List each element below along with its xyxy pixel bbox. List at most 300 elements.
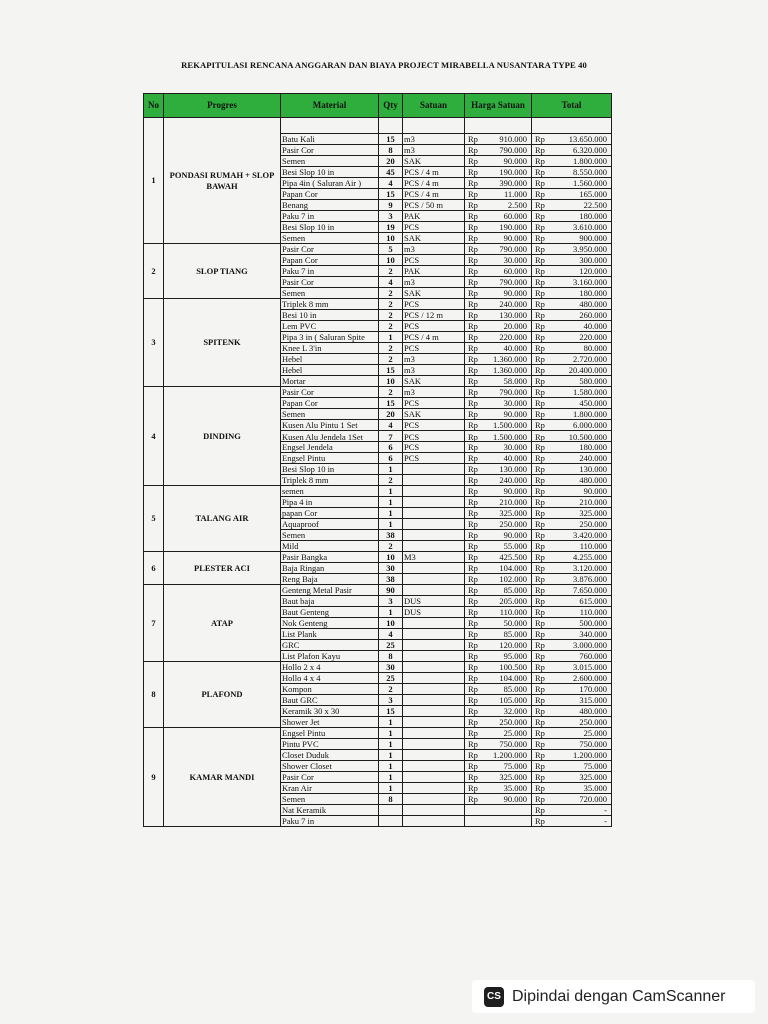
qty-cell: 15 <box>379 398 403 409</box>
section-name: PLESTER ACI <box>164 552 281 585</box>
qty-cell: 8 <box>379 145 403 156</box>
unit-cell: m3 <box>403 244 465 255</box>
unit-price-value: 20.000 <box>503 320 527 331</box>
qty-cell: 10 <box>379 376 403 387</box>
currency-label: Rp <box>535 298 545 309</box>
unit-cell: PCS <box>403 431 465 442</box>
total-value: 75.000 <box>583 760 607 771</box>
currency-label: Rp <box>535 716 545 727</box>
total-value: 500.000 <box>579 617 607 628</box>
currency-label: Rp <box>535 496 545 507</box>
currency-label: Rp <box>535 551 545 562</box>
unit-price-wrap <box>466 542 530 551</box>
currency-label: Rp <box>535 221 545 232</box>
section-number: 6 <box>144 552 164 585</box>
section-name: TALANG AIR <box>164 486 281 552</box>
total-cell <box>532 475 612 486</box>
total-cell <box>532 761 612 772</box>
total-cell <box>532 200 612 211</box>
currency-label: Rp <box>468 342 478 353</box>
unit-price-wrap <box>466 300 530 309</box>
unit-price-value: 790.000 <box>499 243 527 254</box>
header-harga-satuan: Harga Satuan <box>465 94 532 118</box>
unit-cell <box>403 673 465 684</box>
total-value: 260.000 <box>579 309 607 320</box>
material-cell: Semen <box>281 794 379 805</box>
currency-label: Rp <box>535 265 545 276</box>
total-cell <box>532 497 612 508</box>
total-cell <box>532 552 612 563</box>
unit-price-cell <box>465 695 532 706</box>
currency-label: Rp <box>468 738 478 749</box>
table-row-spacer <box>144 118 612 134</box>
currency-label: Rp <box>468 694 478 705</box>
total-value: 6.000.000 <box>573 419 607 430</box>
budget-table <box>143 93 612 827</box>
unit-price-cell <box>465 453 532 464</box>
material-cell: Pasir Cor <box>281 145 379 156</box>
currency-label: Rp <box>468 584 478 595</box>
total-cell <box>532 739 612 750</box>
unit-price-wrap <box>466 718 530 727</box>
header-no: No <box>144 94 164 118</box>
unit-price-cell <box>465 156 532 167</box>
total-cell <box>532 442 612 453</box>
qty-cell: 38 <box>379 574 403 585</box>
qty-cell: 15 <box>379 189 403 200</box>
unit-price-value: 30.000 <box>503 441 527 452</box>
currency-label: Rp <box>535 364 545 375</box>
unit-price-cell <box>465 629 532 640</box>
material-cell: Shower Jet <box>281 717 379 728</box>
unit-price-cell <box>465 772 532 783</box>
unit-price-value: 60.000 <box>503 210 527 221</box>
total-cell <box>532 486 612 497</box>
table-row <box>144 299 612 310</box>
material-cell: Besi 10 in <box>281 310 379 321</box>
qty-cell: 1 <box>379 739 403 750</box>
currency-label: Rp <box>468 661 478 672</box>
material-cell: Paku 7 in <box>281 266 379 277</box>
unit-price-cell <box>465 145 532 156</box>
currency-label: Rp <box>535 177 545 188</box>
unit-cell: m3 <box>403 277 465 288</box>
qty-cell: 15 <box>379 365 403 376</box>
unit-cell: PCS / 4 m <box>403 178 465 189</box>
unit-cell: PCS / 4 m <box>403 332 465 343</box>
total-wrap <box>533 520 610 529</box>
watermark-text: Dipindai dengan CamScanner <box>512 987 726 1005</box>
unit-price-cell <box>465 761 532 772</box>
currency-label: Rp <box>468 474 478 485</box>
total-value: 165.000 <box>579 188 607 199</box>
unit-price-value: 110.000 <box>499 606 527 617</box>
table-row <box>144 486 612 497</box>
currency-label: Rp <box>535 320 545 331</box>
qty-cell: 1 <box>379 783 403 794</box>
unit-price-value: 104.000 <box>499 672 527 683</box>
material-cell: Aquaproof <box>281 519 379 530</box>
section-name: PLAFOND <box>164 662 281 728</box>
unit-price-cell <box>465 222 532 233</box>
total-wrap <box>533 663 610 672</box>
total-cell <box>532 299 612 310</box>
unit-price-cell <box>465 563 532 574</box>
unit-cell: PCS / 4 m <box>403 167 465 178</box>
unit-price-value: 325.000 <box>499 771 527 782</box>
unit-price-cell <box>465 618 532 629</box>
section-name: SLOP TIANG <box>164 244 281 299</box>
total-value: - <box>604 804 607 815</box>
currency-label: Rp <box>468 298 478 309</box>
section-number: 9 <box>144 728 164 827</box>
unit-cell <box>403 574 465 585</box>
empty-cell <box>532 118 612 134</box>
qty-cell: 10 <box>379 618 403 629</box>
total-wrap <box>533 498 610 507</box>
total-value: 300.000 <box>579 254 607 265</box>
currency-label: Rp <box>468 639 478 650</box>
currency-label: Rp <box>468 254 478 265</box>
total-cell <box>532 519 612 530</box>
unit-cell <box>403 541 465 552</box>
currency-label: Rp <box>535 793 545 804</box>
unit-cell: m3 <box>403 365 465 376</box>
currency-label: Rp <box>535 144 545 155</box>
total-wrap <box>533 564 610 573</box>
unit-price-cell <box>465 519 532 530</box>
unit-price-cell <box>465 717 532 728</box>
total-wrap <box>533 729 610 738</box>
currency-label: Rp <box>468 309 478 320</box>
total-cell <box>532 464 612 475</box>
material-cell: Hebel <box>281 354 379 365</box>
material-cell: Keramik 30 x 30 <box>281 706 379 717</box>
unit-price-wrap <box>466 652 530 661</box>
total-wrap <box>533 762 610 771</box>
unit-price-value: 425.500 <box>499 551 527 562</box>
total-cell <box>532 398 612 409</box>
total-wrap <box>533 586 610 595</box>
material-cell: Mortar <box>281 376 379 387</box>
qty-cell: 4 <box>379 277 403 288</box>
currency-label: Rp <box>535 639 545 650</box>
unit-price-cell <box>465 662 532 673</box>
qty-cell: 38 <box>379 530 403 541</box>
material-cell: semen <box>281 486 379 497</box>
unit-cell: PCS / 12 m <box>403 310 465 321</box>
total-wrap <box>533 575 610 584</box>
currency-label: Rp <box>535 771 545 782</box>
qty-cell: 30 <box>379 563 403 574</box>
unit-price-wrap <box>466 289 530 298</box>
currency-label: Rp <box>468 518 478 529</box>
currency-label: Rp <box>468 331 478 342</box>
total-value: 110.000 <box>579 540 607 551</box>
total-value: 480.000 <box>579 474 607 485</box>
unit-cell: m3 <box>403 354 465 365</box>
unit-price-cell <box>465 805 532 816</box>
unit-cell <box>403 695 465 706</box>
table-row <box>144 728 612 739</box>
currency-label: Rp <box>535 815 545 826</box>
unit-price-cell <box>465 343 532 354</box>
unit-price-value: 30.000 <box>503 397 527 408</box>
total-value: 3.420.000 <box>573 529 607 540</box>
unit-price-cell <box>465 442 532 453</box>
currency-label: Rp <box>535 584 545 595</box>
material-cell: Kusen Alu Jendela 1Set <box>281 431 379 442</box>
currency-label: Rp <box>535 705 545 716</box>
total-value: 720.000 <box>579 793 607 804</box>
unit-price-value: 90.000 <box>503 232 527 243</box>
total-wrap <box>533 795 610 804</box>
header-material: Material <box>281 94 379 118</box>
total-value: 3.000.000 <box>573 639 607 650</box>
unit-cell: PCS <box>403 321 465 332</box>
total-cell <box>532 706 612 717</box>
total-wrap <box>533 355 610 364</box>
total-wrap <box>533 311 610 320</box>
currency-label: Rp <box>468 419 478 430</box>
unit-price-cell <box>465 640 532 651</box>
unit-price-value: 90.000 <box>503 408 527 419</box>
material-cell: Paku 7 in <box>281 816 379 827</box>
total-value: 210.000 <box>579 496 607 507</box>
material-cell: Kusen Alu Pintu 1 Set <box>281 420 379 431</box>
unit-price-value: 130.000 <box>499 309 527 320</box>
qty-cell: 90 <box>379 585 403 596</box>
unit-cell <box>403 486 465 497</box>
total-value: 760.000 <box>579 650 607 661</box>
total-wrap <box>533 531 610 540</box>
total-wrap <box>533 410 610 419</box>
currency-label: Rp <box>535 573 545 584</box>
currency-label: Rp <box>468 573 478 584</box>
unit-price-wrap <box>466 476 530 485</box>
total-cell <box>532 365 612 376</box>
unit-price-wrap <box>466 410 530 419</box>
unit-price-wrap <box>466 685 530 694</box>
unit-cell: PAK <box>403 266 465 277</box>
material-cell: Nok Genteng <box>281 618 379 629</box>
currency-label: Rp <box>535 408 545 419</box>
unit-cell: SAK <box>403 156 465 167</box>
unit-cell: PCS <box>403 299 465 310</box>
unit-price-wrap <box>466 168 530 177</box>
unit-cell <box>403 662 465 673</box>
currency-label: Rp <box>535 727 545 738</box>
total-wrap <box>533 641 610 650</box>
unit-cell: SAK <box>403 376 465 387</box>
qty-cell: 1 <box>379 761 403 772</box>
qty-cell: 1 <box>379 519 403 530</box>
total-wrap <box>533 740 610 749</box>
total-wrap <box>533 333 610 342</box>
qty-cell: 19 <box>379 222 403 233</box>
unit-cell <box>403 618 465 629</box>
unit-cell <box>403 783 465 794</box>
qty-cell: 1 <box>379 728 403 739</box>
unit-price-cell <box>465 585 532 596</box>
currency-label: Rp <box>468 562 478 573</box>
camscanner-watermark <box>472 980 755 1013</box>
total-wrap <box>533 267 610 276</box>
material-cell: Triplek 8 mm <box>281 299 379 310</box>
section-name: ATAP <box>164 585 281 662</box>
currency-label: Rp <box>468 782 478 793</box>
unit-price-wrap <box>466 322 530 331</box>
currency-label: Rp <box>535 485 545 496</box>
qty-cell: 10 <box>379 233 403 244</box>
unit-price-wrap <box>466 498 530 507</box>
currency-label: Rp <box>535 353 545 364</box>
unit-price-cell <box>465 739 532 750</box>
unit-price-wrap <box>466 729 530 738</box>
unit-price-cell <box>465 530 532 541</box>
total-cell <box>532 189 612 200</box>
total-cell <box>532 222 612 233</box>
unit-price-value: 750.000 <box>499 738 527 749</box>
unit-price-wrap <box>466 740 530 749</box>
empty-cell <box>465 118 532 134</box>
unit-price-cell <box>465 134 532 145</box>
unit-cell <box>403 629 465 640</box>
qty-cell: 2 <box>379 387 403 398</box>
unit-cell: SAK <box>403 409 465 420</box>
unit-price-value: 60.000 <box>503 265 527 276</box>
section-name: DINDING <box>164 387 281 486</box>
currency-label: Rp <box>535 782 545 793</box>
unit-cell <box>403 563 465 574</box>
total-value: 3.950.000 <box>573 243 607 254</box>
unit-price-wrap <box>466 509 530 518</box>
unit-price-cell <box>465 277 532 288</box>
total-wrap <box>533 322 610 331</box>
unit-cell <box>403 475 465 486</box>
material-cell: Baut Genteng <box>281 607 379 618</box>
table-body <box>144 118 612 827</box>
unit-price-wrap <box>466 146 530 155</box>
unit-price-value: 104.000 <box>499 562 527 573</box>
total-value: 80.000 <box>583 342 607 353</box>
unit-price-cell <box>465 431 532 442</box>
unit-price-value: 190.000 <box>499 166 527 177</box>
total-value: 750.000 <box>579 738 607 749</box>
unit-price-value: 95.000 <box>503 650 527 661</box>
currency-label: Rp <box>468 408 478 419</box>
total-cell <box>532 343 612 354</box>
unit-cell: m3 <box>403 134 465 145</box>
qty-cell: 1 <box>379 508 403 519</box>
unit-cell <box>403 794 465 805</box>
unit-price-value: 130.000 <box>499 463 527 474</box>
unit-cell <box>403 640 465 651</box>
material-cell: Pasir Cor <box>281 244 379 255</box>
total-value: 1.800.000 <box>573 155 607 166</box>
qty-cell: 25 <box>379 673 403 684</box>
currency-label: Rp <box>535 683 545 694</box>
total-cell <box>532 321 612 332</box>
qty-cell: 6 <box>379 453 403 464</box>
qty-cell: 8 <box>379 794 403 805</box>
qty-cell: 20 <box>379 409 403 420</box>
unit-cell <box>403 497 465 508</box>
unit-price-value: 1.500.000 <box>493 431 527 442</box>
qty-cell: 3 <box>379 695 403 706</box>
total-cell <box>532 563 612 574</box>
section-number: 1 <box>144 118 164 244</box>
total-value: 3.160.000 <box>573 276 607 287</box>
total-cell <box>532 662 612 673</box>
total-value: 480.000 <box>579 705 607 716</box>
total-cell <box>532 541 612 552</box>
unit-price-cell <box>465 189 532 200</box>
total-wrap <box>533 817 610 826</box>
unit-cell: PCS <box>403 442 465 453</box>
currency-label: Rp <box>535 694 545 705</box>
section-number: 2 <box>144 244 164 299</box>
qty-cell: 5 <box>379 244 403 255</box>
section-number: 7 <box>144 585 164 662</box>
unit-price-wrap <box>466 399 530 408</box>
table-row <box>144 585 612 596</box>
total-value: 1.560.000 <box>573 177 607 188</box>
unit-price-wrap <box>466 707 530 716</box>
unit-cell <box>403 805 465 816</box>
unit-cell <box>403 519 465 530</box>
unit-price-cell <box>465 310 532 321</box>
unit-cell <box>403 530 465 541</box>
unit-price-cell <box>465 552 532 563</box>
material-cell: Benang <box>281 200 379 211</box>
qty-cell: 2 <box>379 299 403 310</box>
total-wrap <box>533 674 610 683</box>
unit-price-value: 25.000 <box>503 727 527 738</box>
total-cell <box>532 651 612 662</box>
unit-price-cell <box>465 783 532 794</box>
unit-cell <box>403 739 465 750</box>
unit-price-cell <box>465 321 532 332</box>
material-cell: Besi Slop 10 in <box>281 464 379 475</box>
unit-price-value: 220.000 <box>499 331 527 342</box>
currency-label: Rp <box>535 804 545 815</box>
currency-label: Rp <box>468 221 478 232</box>
unit-cell <box>403 717 465 728</box>
material-cell: Besi Slop 10 in <box>281 167 379 178</box>
document-title: REKAPITULASI RENCANA ANGGARAN DAN BIAYA PROJECT MIRABELLA NUSANTARA TYPE 40 <box>181 60 587 70</box>
material-cell: Papan Cor <box>281 398 379 409</box>
total-value: 3.120.000 <box>573 562 607 573</box>
currency-label: Rp <box>468 606 478 617</box>
currency-label: Rp <box>535 749 545 760</box>
qty-cell: 3 <box>379 211 403 222</box>
unit-price-wrap <box>466 256 530 265</box>
total-wrap <box>533 157 610 166</box>
unit-cell: DUS <box>403 596 465 607</box>
total-cell <box>532 156 612 167</box>
unit-price-cell <box>465 464 532 475</box>
total-wrap <box>533 597 610 606</box>
currency-label: Rp <box>468 496 478 507</box>
total-value: 3.610.000 <box>573 221 607 232</box>
unit-cell: SAK <box>403 233 465 244</box>
qty-cell: 1 <box>379 497 403 508</box>
total-value: 450.000 <box>579 397 607 408</box>
total-value: 1.200.000 <box>573 749 607 760</box>
currency-label: Rp <box>535 397 545 408</box>
unit-cell: PAK <box>403 211 465 222</box>
